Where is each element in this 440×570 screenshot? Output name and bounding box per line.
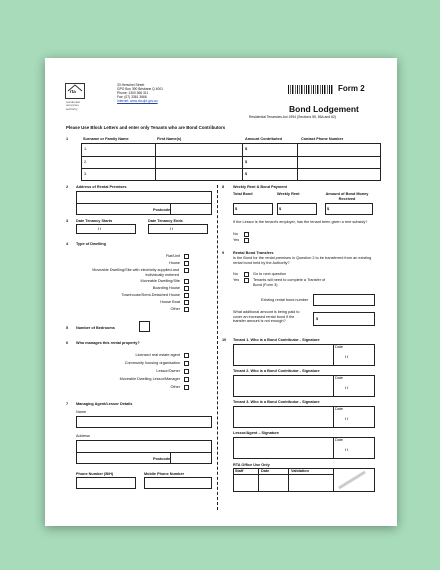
date-ends-label: Date Tenancy Ends (148, 219, 183, 223)
tenant2-signature-field[interactable] (233, 375, 375, 397)
total-bond-field[interactable] (233, 203, 273, 215)
tenant-row-2-label: 2. (84, 159, 88, 164)
section-5-number: 5 (66, 326, 69, 330)
rta-address: 33 Herschel Street GPO Box 390 Brisbane Q 4001 Phone: 1300 366 311 Fax: (07) 3361 3666 Internet: www.rta.qld.gov.au (117, 83, 164, 103)
tenant2-date-label: Date (335, 376, 344, 380)
section-6-number: 6 (66, 341, 69, 345)
rental-premises-label: Address of Rental Premises (76, 185, 127, 189)
additional-currency: $ (316, 317, 319, 321)
employer-yes-label: Yes (233, 238, 240, 242)
table-row-divider (81, 156, 381, 157)
transfer-no-label: No (233, 272, 238, 276)
rta-logo (65, 83, 85, 99)
dwelling-boarding-label: Boarding House (152, 286, 180, 290)
employer-yes-checkbox[interactable] (244, 238, 249, 243)
agent-postcode-divider (170, 452, 171, 464)
dwelling-moveable-metered-label: Moveable Dwelling/Site with electricity supplied and individually metered (92, 268, 179, 277)
rent-bond-label: Weekly Rent & Bond Payment (233, 185, 287, 189)
mobile-label: Mobile Phone Number (144, 472, 185, 476)
dwelling-houseboat-checkbox[interactable] (184, 300, 189, 305)
dwelling-boarding-checkbox[interactable] (184, 286, 189, 291)
bedrooms-field[interactable] (139, 321, 150, 332)
manager-other-label: Other (170, 385, 180, 389)
section-7-number: 7 (66, 402, 69, 406)
employer-no-label: No (233, 232, 238, 236)
column-divider (217, 185, 218, 510)
agent-date-mark: / / (345, 448, 349, 452)
manager-agent-label: Licensed real estate agent (135, 353, 180, 357)
section-1-number: 1 (66, 137, 69, 141)
dwelling-moveable-checkbox[interactable] (184, 279, 189, 284)
date-ends-field[interactable] (148, 224, 208, 234)
logo-text: rta (70, 89, 76, 94)
transfer-no-note: Go to next question (253, 272, 286, 276)
agent-signature-field[interactable] (233, 437, 375, 459)
dwelling-flat-label: Flat/Unit (165, 254, 180, 258)
signature-date-divider (333, 344, 334, 366)
manager-other-checkbox[interactable] (184, 385, 189, 390)
form-title: Bond Lodgement (289, 104, 359, 114)
tenant3-date-label: Date (335, 407, 344, 411)
dwelling-townhouse-checkbox[interactable] (184, 293, 189, 298)
manager-moveable-label: Moveable Dwelling Lessor/Manager (119, 377, 180, 381)
signature-date-divider (333, 406, 334, 428)
signature-date-divider (333, 375, 334, 397)
agent-address-label: Address (76, 434, 90, 438)
dwelling-house-checkbox[interactable] (184, 261, 189, 266)
premises-postcode-label: Postcode (153, 208, 171, 212)
office-header-line (233, 474, 333, 475)
table-col-divider (242, 143, 243, 181)
date-starts-label: Date Tenancy Starts (76, 219, 113, 223)
dwelling-moveable-label: Moveable Dwelling/Site (140, 279, 180, 283)
signature-date-divider (333, 437, 334, 459)
phone-header: Contact Phone Number (301, 137, 344, 141)
postcode-divider (170, 203, 171, 215)
form-number: Form 2 (338, 84, 365, 93)
weekly-rent-label: Weekly Rent (277, 192, 300, 196)
amount-currency-2: $ (245, 159, 248, 164)
transfer-yes-checkbox[interactable] (244, 278, 249, 283)
dwelling-townhouse-label: Townhouse/Semi-Detached House (121, 293, 180, 297)
manager-lessor-checkbox[interactable] (184, 369, 189, 374)
bond-lodgement-form (45, 58, 397, 526)
tenant3-date-mark: / / (345, 417, 349, 421)
existing-bond-number-field[interactable] (313, 294, 375, 306)
amount-currency-1: $ (245, 147, 248, 151)
transfer-yes-note: Tenants will need to complete a Transfer of Bond (Form 3) (253, 278, 326, 287)
additional-amount-label: What additional amount is being paid to cover an increased rental bond if the transfer amount is not enough? (233, 310, 300, 324)
bedrooms-label: Number of Bedrooms (76, 326, 115, 330)
tenant-1-first-name-field[interactable] (155, 143, 242, 155)
office-staff-header: Staff (235, 469, 244, 473)
tenant3-signature-label: Tenant 3. Who is a Bond Contributor - Signature (233, 400, 320, 404)
manager-lessor-label: Lessor/Owner (156, 369, 180, 373)
manager-agent-checkbox[interactable] (184, 353, 189, 358)
total-bond-currency: $ (235, 207, 238, 211)
agent-address-line (76, 452, 212, 453)
bond-received-field[interactable] (325, 203, 373, 215)
office-validation-stamp-area (333, 468, 375, 492)
bond-transfers-label: Rental Bond Transfers (233, 251, 274, 255)
dwelling-moveable-metered-checkbox[interactable] (184, 268, 189, 273)
employer-question: If the Lessor is the tenant's employer, has the tenant been given a rent subsidy? (233, 220, 368, 224)
office-col-divider (288, 468, 289, 492)
manager-community-label: Community housing organisation (124, 361, 180, 365)
manager-label: Who manages this rental property? (76, 341, 140, 345)
tenant-row-1-label: 1. (84, 147, 88, 151)
surname-header: Surname or Family Name (83, 137, 129, 141)
address-line (76, 203, 212, 204)
section-3-number: 3 (66, 219, 69, 223)
manager-community-checkbox[interactable] (184, 361, 189, 366)
dwelling-flat-checkbox[interactable] (184, 254, 189, 259)
transfer-question: Is the Bond for the rental premises in Question 2 to be transferred from an existing rental bond held by the Authority? (233, 256, 372, 265)
employer-no-checkbox[interactable] (244, 232, 249, 237)
instruction-text: Please Use Block Letters and enter only Tenants who are Bond Contributors (66, 125, 226, 130)
mobile-field[interactable] (144, 477, 212, 489)
tenant1-signature-field[interactable] (233, 344, 375, 366)
table-row-divider (81, 168, 381, 169)
tenant1-signature-label: Tenant 1. Who is a Bond Contributor - Signature (233, 338, 320, 342)
weekly-rent-field[interactable] (277, 203, 317, 215)
section-2-number: 2 (66, 185, 69, 189)
bond-received-label: Amount of Bond Money Received (325, 192, 369, 201)
office-validation-header: Validation (291, 469, 309, 473)
existing-bond-label: Existing rental bond number (261, 298, 309, 302)
tenant1-date-mark: / / (345, 355, 349, 359)
amount-header: Amount Contributed (245, 137, 282, 141)
dwelling-other-checkbox[interactable] (184, 307, 189, 312)
agent-postcode-label: Postcode (153, 457, 171, 461)
first-name-header: First Name(s) (157, 137, 182, 141)
tenant-row-3-label: 3. (84, 172, 88, 176)
section-9-number: 9 (222, 251, 225, 255)
logo-subtext: residential tenancies authority (66, 100, 80, 111)
weekly-rent-currency: $ (279, 207, 282, 211)
agent-date-label: Date (335, 438, 344, 442)
agent-name-label: Name (76, 410, 87, 414)
office-use-label: RTA Office Use Only (233, 463, 270, 467)
dwelling-house-label: House (169, 261, 180, 265)
agent-details-label: Managing Agent/Lessor Details (76, 402, 133, 406)
total-bond-label: Total Bond (233, 192, 253, 196)
dwelling-other-label: Other (170, 307, 180, 311)
dwelling-houseboat-label: House Boat (160, 300, 180, 304)
agent-signature-label: Lessor/Agent – Signature (233, 431, 279, 435)
table-col-divider (297, 143, 298, 181)
date-ends-mark: / / (170, 226, 174, 231)
tenant2-signature-label: Tenant 2. Who is a Bond Contributor - Signature (233, 369, 320, 373)
office-date-header: Date (261, 469, 270, 473)
additional-amount-field[interactable] (313, 312, 375, 326)
act-reference: Residential Tenancies Act 1994 (Sections 55, 56A and 62) (249, 115, 337, 119)
phone-bh-field[interactable] (76, 477, 136, 489)
section-10-number: 10 (222, 338, 227, 342)
section-4-number: 4 (66, 242, 69, 246)
dwelling-type-label: Type of Dwelling (76, 242, 106, 246)
barcode (288, 85, 334, 94)
agent-name-field[interactable] (76, 416, 212, 428)
date-starts-field[interactable] (76, 224, 136, 234)
tenant1-date-label: Date (335, 345, 344, 349)
phone-bh-label: Phone Number (B/H) (76, 472, 114, 476)
manager-moveable-checkbox[interactable] (184, 377, 189, 382)
section-8-number: 8 (222, 185, 225, 189)
tenant2-date-mark: / / (345, 386, 349, 390)
transfer-yes-label: Yes (233, 278, 240, 282)
bond-received-currency: $ (327, 207, 330, 211)
amount-currency-3: $ (245, 172, 248, 176)
date-starts-mark: / / (98, 226, 102, 231)
transfer-no-checkbox[interactable] (244, 272, 249, 277)
tenant3-signature-field[interactable] (233, 406, 375, 428)
office-col-divider (258, 468, 259, 492)
